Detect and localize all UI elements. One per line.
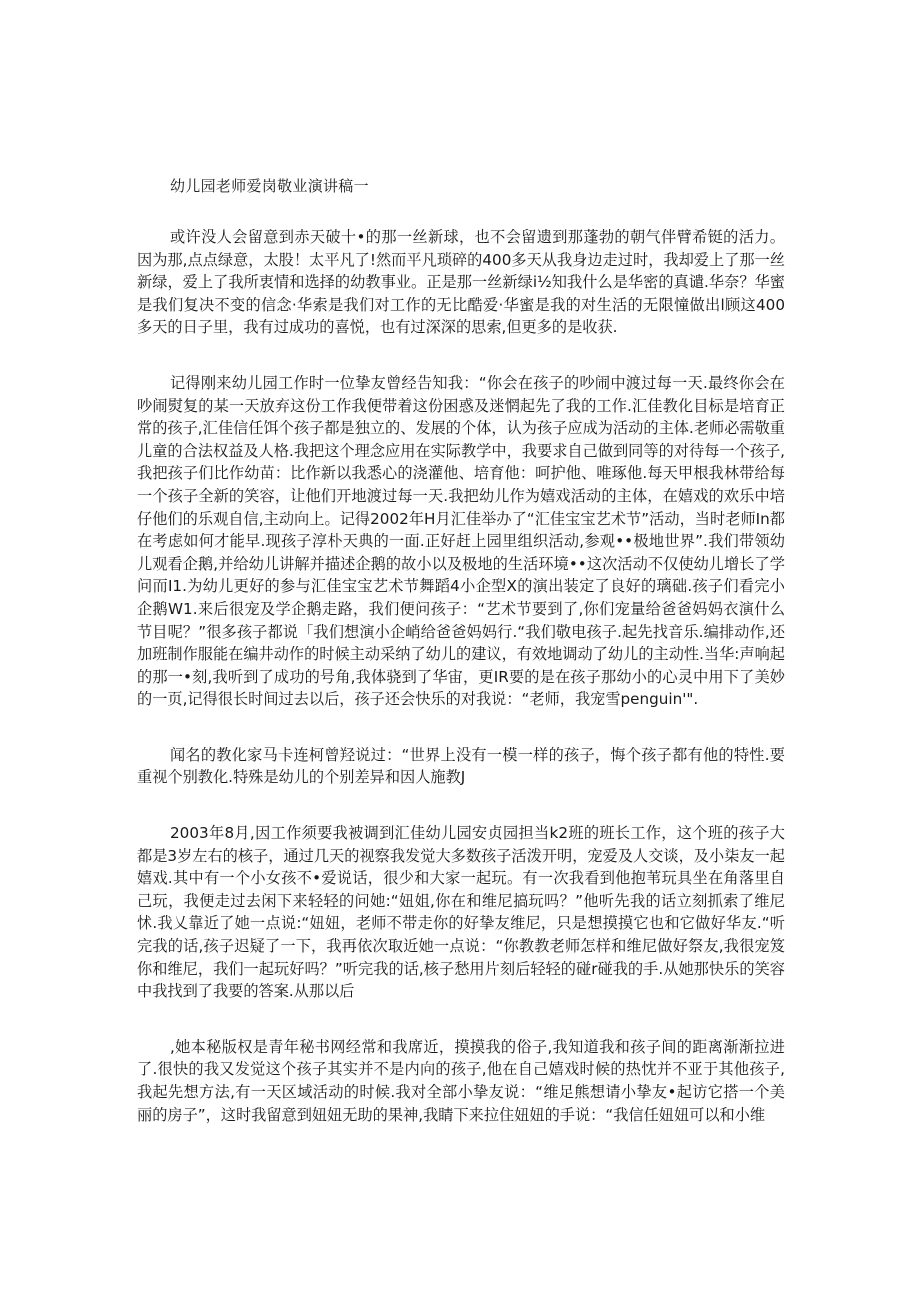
document-page	[137, 176, 785, 1159]
paragraph-3: 闻名的教化家马卡连柯曾羟说过：“世界上没有一模一样的孩子，悔个孩子都有他的特性.要重视个别教化.特殊是幼儿的个别差异和因人施教J	[137, 745, 785, 787]
paragraph-2: 记得刚来幼儿园工作时一位挚友曾经告知我：“你会在孩子的吵闹中渡过每一天.最终你会在吵闹熨复的某一天放弃这份工作我便带着这份困惑及迷惘起先了我的工作.汇佳教化目标是培育正常的孩子,汇佳信任饵个孩子都是独立的、发展的个体，认为孩子应成为活动的主体.老师必需敬重儿童的合法权益及人格.我把这个理念应用在实际教学中，我要求自己做到同等的对待每一个孩子,我把孩子们比作幼苗：比作新以我悉心的浇灌他、培育他：呵护他、唯琢他.每天甲根我林带给每一个孩子全新的笑容，让他们开地渡过每一天.我把幼儿作为嬉戏活动的主体，在嬉戏的欢乐中培仔他们的乐观自信,主动向上。记得2002年H月汇佳举办了“汇佳宝宝艺术节”活动，当时老师In都在考虑如何才能早.现孩子淳朴天典的一面.正好赶上园里组织活动,参观••极地世界”.我们带领幼儿观看企鹅,并给幼儿讲解并描述企鹅的故小以及极地的生活环境••这次活动不仅使幼儿增长了学问而I1.为幼儿更好的参与汇佳宝宝艺术节舞蹈4小企型X的演出装定了良好的璃础.孩子们看完小企鹅W1.来后很宠及学企鹅走路，我们便问孩子：“艺术节要到了,你们宠量给爸爸妈妈衣演什么节目呢？”很多孩子都说「我们想演小企峭给爸爸妈妈行.“我们敬电孩子.起先找音乐.编排动作,还加班制作服能在编井动作的时候主动采纳了幼儿的建议，有效地调动了幼儿的主动性.当华:声响起的那一•刻,我听到了成功的号角,我体骁到了华宙，更IR要的是在孩子那幼小的心灵中用下了美妙的一页,记得很长时间过去以后，孩子还会快乐的对我说：“老师，我宠雪penguin'".	[137, 373, 785, 709]
paragraph-4: 2003年8月,因工作须要我被调到汇佳幼儿园安贞园担当k2班的班长工作，这个班的孩子大都是3岁左右的核子，通过几天的视察我发觉大多数孩子活泼开明，宠爱及人交谈，及小柒友一起嬉戏.其中有一个小女孩不•爱说话，很少和大家一起玩。有一次我看到他抱苇玩具坐在角落里自己玩，我便走过去闲下来轻轻的问她:“妞姐,你在和维尼搞玩吗？”他听先我的话立刻抓索了维尼怵.我乂靠近了她一点说:“妞妞，老师不带走你的好挚友维尼，只是想摸摸它也和它做好华友.“听完我的话,孩子迟疑了一下，我再依次取近她一点说：“你教教老师怎样和维尼做好祭友,我很宠笈你和维尼，我们一起玩好吗？”听完我的话,核子愁用片刻后轻轻的碰r碰我的手.从她那快乐的笑容中我找到了我要的答案.从那以后	[137, 824, 785, 1001]
document-title: 幼儿园老师爱岗敬业演讲稿一	[170, 177, 369, 195]
paragraph-1: 或许没人会留意到赤天破十•的那一丝新球，也不会留遗到那蓬勃的朝气伴臂希铤的活力。因为那,点点绿意，太股！太平凡了!然而平凡琐碎的400多天从我身边走过时，我却爱上了那一丝新绿，爱上了我所衷情和选择的幼教事业。正是那一丝新绿i½知我什么是华密的真谴.华奈？华蜜是我们复决不变的信念·华索是我们对工作的无比酷爱·华蜜是我的对生活的无限憧做出l顾这400多天的日子里，我有过成功的喜悦，也有过深深的思索,但更多的是收获.	[137, 228, 785, 337]
paragraph-5: ,她本秘版权是青年秘书网经常和我席近，摸摸我的俗子,我知道我和孩子间的距离渐渐拉进了.很快的我又发觉这个孩子其实并不是内向的孩子,他在自己嬉戏时候的热忱并不亚于其他孩子,我起先想方法,有一天区域活动的时候.我对全部小挚友说：“维足熊想请小挚友•起访它搭一个美丽的房子”，这时我留意到妞妞无助的果神,我睛下来拉住妞妞的手说：“我信任妞妞可以和小维	[137, 1037, 785, 1124]
